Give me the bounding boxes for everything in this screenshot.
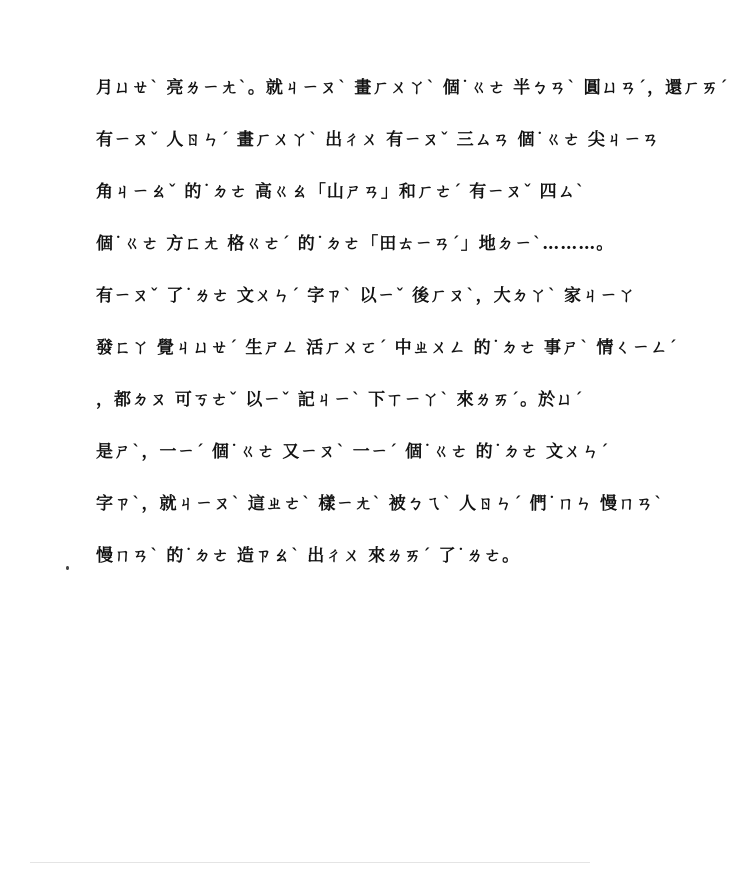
text-line-4: 個˙ㄍㄜ 方ㄈㄤ 格ㄍㄜˊ 的˙ㄉㄜ「田ㄊㄧㄢˊ」地ㄉㄧˋ………。 [96,234,615,254]
text-line-2: 有ㄧㄡˇ 人ㄖㄣˊ 畫ㄏㄨㄚˋ 出ㄔㄨ 有ㄧㄡˇ 三ㄙㄢ 個˙ㄍㄜ 尖ㄐㄧㄢ [96,130,660,150]
text-line-9: 字ㄗˋ，就ㄐㄧㄡˋ 這ㄓㄜˋ 樣ㄧㄤˋ 被ㄅㄟˋ 人ㄖㄣˊ 們˙ㄇㄣ 慢ㄇㄢˋ [96,494,664,514]
text-line-7: ，都ㄉㄡ 可ㄎㄜˇ 以ㄧˇ 記ㄐㄧˋ 下ㄒㄧㄚˋ 來ㄌㄞˊ。於ㄩˊ [96,390,584,410]
text-line-1: 月ㄩㄝˋ 亮ㄌㄧㄤˋ。就ㄐㄧㄡˋ 畫ㄏㄨㄚˋ 個˙ㄍㄜ 半ㄅㄢˋ 圓ㄩㄢˊ，還ㄏㄞˊ [96,78,729,98]
story-text [96,62,729,582]
text-line-8: 是ㄕˋ，一ㄧˊ 個˙ㄍㄜ 又ㄧㄡˋ 一ㄧˊ 個˙ㄍㄜ 的˙ㄉㄜ 文ㄨㄣˊ [96,442,610,462]
text-line-5: 有ㄧㄡˇ 了˙ㄌㄜ 文ㄨㄣˊ 字ㄗˋ 以ㄧˇ 後ㄏㄡˋ，大ㄉㄚˋ 家ㄐㄧㄚ [96,286,637,306]
text-line-3: 角ㄐㄧㄠˇ 的˙ㄉㄜ 高ㄍㄠ「山ㄕㄢ」和ㄏㄜˊ 有ㄧㄡˇ 四ㄙˋ [96,182,586,202]
text-line-10: 慢ㄇㄢˋ 的˙ㄉㄜ 造ㄗㄠˋ 出ㄔㄨ 來ㄌㄞˊ 了˙ㄌㄜ。 [96,546,521,566]
text-line-6: 發ㄈㄚ 覺ㄐㄩㄝˊ 生ㄕㄥ 活ㄏㄨㄛˊ 中ㄓㄨㄥ 的˙ㄉㄜ 事ㄕˋ 情ㄑㄧㄥˊ [96,338,678,358]
scan-speck [66,566,69,570]
scan-edge-line [30,862,590,863]
